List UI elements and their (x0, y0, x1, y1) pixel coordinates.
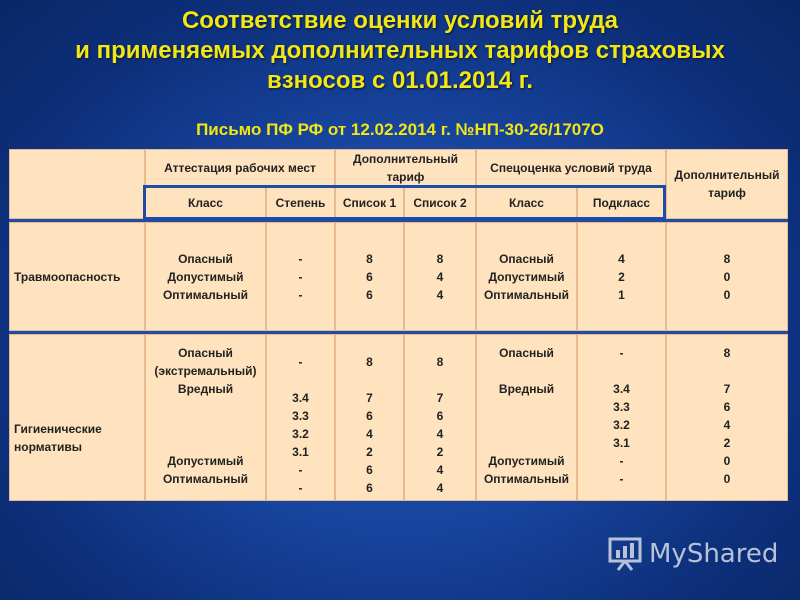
header-extra-tariff-1: Дополнительный тариф (335, 149, 476, 187)
row-label-hygiene: Гигиенические нормативы (9, 334, 145, 501)
header-empty-cell (9, 149, 145, 219)
slide-title (0, 6, 800, 96)
injury-tariff: 8 0 0 (666, 222, 788, 331)
header-extra-tariff-2: Дополнительный тариф (666, 149, 788, 219)
hygiene-degree: - 3.4 3.3 3.2 3.1 - - (266, 334, 335, 501)
subheader-class: Класс (145, 187, 266, 219)
hygiene-class: Опасный (экстремальный) Вредный Допустимый Оптимальный (145, 334, 266, 501)
title-line-1: Соответствие оценки условий труда (181, 7, 619, 34)
title-line-2: и применяемых дополнительных тарифов страховых (75, 37, 725, 64)
presentation-board-icon (607, 536, 643, 572)
subheader-top-border (143, 185, 666, 188)
row-label-injury: Травмоопасность (9, 222, 145, 331)
hygiene-subclass: - 3.4 3.3 3.2 3.1 - - (577, 334, 666, 501)
injury-class: Опасный Допустимый Оптимальный (145, 222, 266, 331)
hygiene-list2: 8 7 6 4 2 4 4 (404, 334, 476, 501)
slide-subtitle: Письмо ПФ РФ от 12.02.2014 г. №НП-30-26/1707О (196, 120, 604, 139)
subheader-list1: Список 1 (335, 187, 404, 219)
hygiene-tariff: 8 7 6 4 2 0 0 (666, 334, 788, 501)
subheader-class-2: Класс (476, 187, 577, 219)
injury-class-2: Опасный Допустимый Оптимальный (476, 222, 577, 331)
injury-degree: - - - (266, 222, 335, 331)
myshared-watermark (607, 536, 778, 572)
injury-subclass: 4 2 1 (577, 222, 666, 331)
subheader-degree: Степень (266, 187, 335, 219)
injury-list1: 8 6 6 (335, 222, 404, 331)
header-special-assessment: Спецоценка условий труда (476, 149, 666, 187)
injury-list2: 8 4 4 (404, 222, 476, 331)
header-attestation: Аттестация рабочих мест (145, 149, 335, 187)
watermark-text: MyShared (649, 539, 779, 569)
title-line-3: взносов с 01.01.2014 г. (266, 67, 533, 94)
hygiene-class-2: Опасный Вредный Допустимый Оптимальный (476, 334, 577, 501)
subheader-subclass: Подкласс (577, 187, 666, 219)
subheader-list2: Список 2 (404, 187, 476, 219)
hygiene-list1: 8 7 6 4 2 6 6 (335, 334, 404, 501)
